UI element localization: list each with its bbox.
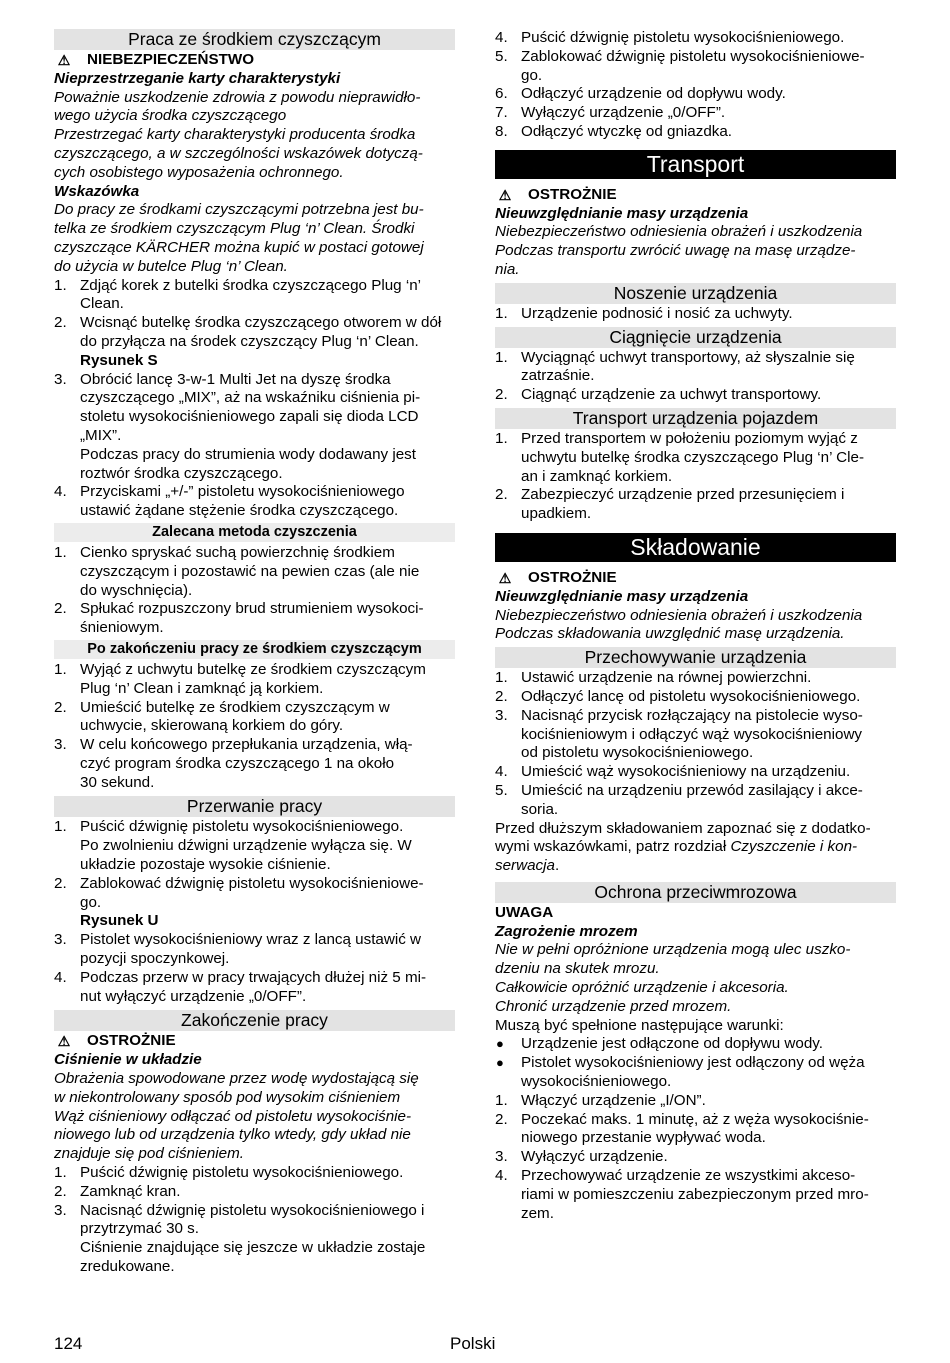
text-line: Obrócić lancę 3-w-1 Multi Jet na dyszę środka xyxy=(80,370,391,388)
text-line: an i zamknąć korkiem. xyxy=(521,467,673,485)
list-item xyxy=(54,1183,455,1202)
step-number: 1. xyxy=(495,304,508,322)
step-number: 8. xyxy=(495,122,508,140)
notice-title: Zagrożenie mrozem xyxy=(495,922,638,940)
step-number: 2. xyxy=(54,874,67,892)
page-number: 124 xyxy=(54,1334,83,1353)
text-line: ustawić żądane stężenie środka czyszczącego. xyxy=(80,502,399,520)
text-line: pozycji spoczynkowej. xyxy=(80,950,230,968)
warning-triangle-icon: ⚠ xyxy=(498,186,512,203)
text-line: Podczas składowania uwzględnić masę urządzenia. xyxy=(495,625,845,643)
list-item xyxy=(495,669,896,688)
text-line: Do pracy ze środkami czyszczącymi potrzebna jest bu- xyxy=(54,201,424,219)
list-item xyxy=(54,371,455,484)
notice-label: UWAGA xyxy=(495,903,554,921)
text-line: Pistolet wysokociśnieniowy wraz z lancą ustawić w xyxy=(80,931,421,949)
caution-notice xyxy=(495,186,896,205)
text-line: riami w pomieszczeniu zabezpieczonym przed mro- xyxy=(521,1185,869,1203)
warning-triangle-icon: ⚠ xyxy=(498,569,512,586)
text-line: czyszczącego, a w szczególności wskazówek dotyczą- xyxy=(54,144,423,162)
caution-notice xyxy=(495,569,896,588)
text-line: czyszczącego „MIX”, aż na wskaźniku ciśnienia pi- xyxy=(80,389,421,407)
text-line: Włączyć urządzenie „I/ON”. xyxy=(521,1091,706,1109)
text-line: Wyłączyć urządzenie „0/OFF”. xyxy=(521,104,726,122)
text-line: Niebezpieczeństwo odniesienia obrażeń i uszkodzenia xyxy=(495,606,863,624)
text-line: wego użycia środka czyszczącego xyxy=(54,107,287,125)
text-line: Zablokować dźwignię pistoletu wysokociśnieniowe- xyxy=(80,874,424,892)
step-number: 2. xyxy=(54,698,67,716)
list-item xyxy=(54,600,455,638)
text-line: Niebezpieczeństwo odniesienia obrażeń i uszkodzenia xyxy=(495,223,863,241)
text-line: Wyciągnąć uchwyt transportowy, aż słyszalnie się xyxy=(521,348,855,366)
list-item xyxy=(495,104,896,123)
text-line: stoletu wysokociśnieniowego zapali się dioda LCD xyxy=(80,408,419,426)
list-item xyxy=(495,1092,896,1111)
section-heading-keep: Przechowywanie urządzenia xyxy=(495,647,896,668)
list-item xyxy=(54,736,455,792)
step-number: 4. xyxy=(495,763,508,781)
text-line: Ciągnąć urządzenie za uchwyt transportowy. xyxy=(521,386,822,404)
step-number: 1. xyxy=(54,660,67,678)
text-line: układzie pozostaje wysokie ciśnienie. xyxy=(80,856,331,874)
text-line: Podczas przerw w pracy trwających dłużej niż 5 mi- xyxy=(80,968,427,986)
caution-label: OSTROŻNIE xyxy=(528,568,617,586)
text-line: Ustawić urządzenie na równej powierzchni. xyxy=(521,669,812,687)
text-line: Ciśnienie znajdujące się jeszcze w układzie zostaje xyxy=(80,1239,426,1257)
caution-notice xyxy=(54,1032,455,1051)
section-heading-vehicle: Transport urządzenia pojazdem xyxy=(495,408,896,429)
warning-triangle-icon: ⚠ xyxy=(57,52,71,68)
text-line: Nacisnąć dźwignię pistoletu wysokociśnieniowego i xyxy=(80,1201,425,1219)
step-number: 3. xyxy=(54,1201,67,1219)
storage-note xyxy=(495,820,896,876)
list-item xyxy=(495,688,896,707)
text-line: niowego lub od urządzenia tylko wtedy, gdy układ nie xyxy=(54,1126,411,1144)
section-heading-frost: Ochrona przeciwmrozowa xyxy=(495,882,896,903)
step-number: 2. xyxy=(495,486,508,504)
list-item xyxy=(54,931,455,969)
list-item xyxy=(495,486,896,524)
list-item xyxy=(54,818,455,874)
text-line: Zablokować dźwignię pistoletu wysokociśnieniowe- xyxy=(521,47,865,65)
text-line: Zdjąć korek z butelki środka czyszczącego Plug ‘n’ xyxy=(80,276,422,294)
caution-label: OSTROŻNIE xyxy=(87,1032,176,1050)
text-line: zredukowane. xyxy=(80,1258,175,1276)
text-line: cych osobistego wyposażenia ochronnego. xyxy=(54,163,344,181)
section-heading-cleaning-agent: Praca ze środkiem czyszczącym xyxy=(54,29,455,50)
text-line xyxy=(495,857,896,876)
text-line: dzeniu na skutek mrozu. xyxy=(495,960,660,978)
caution-text xyxy=(495,607,896,645)
text-line: soria. xyxy=(521,800,559,818)
danger-notice xyxy=(54,51,455,70)
caution-label: OSTROŻNIE xyxy=(528,185,617,203)
step-number: 7. xyxy=(495,104,508,122)
text-line: Urządzenie jest odłączone od dopływu wody. xyxy=(521,1035,823,1053)
text-line: od pistoletu wysokociśnieniowego. xyxy=(521,744,754,762)
text-line: Poważnie uszkodzenie zdrowia z powodu nieprawidło- xyxy=(54,88,421,106)
list-item xyxy=(495,782,896,820)
text-line: Cienko spryskać suchą powierzchnię środkiem xyxy=(80,543,395,561)
step-number: 2. xyxy=(495,1110,508,1128)
text-line: go. xyxy=(521,66,543,84)
text-line: Nacisnąć przycisk rozłączający na pistolecie wyso- xyxy=(521,706,863,724)
step-number: 4. xyxy=(54,968,67,986)
note-title: Wskazówka xyxy=(54,182,140,200)
figure-reference: Rysunek S xyxy=(80,351,158,369)
list-item xyxy=(54,875,455,931)
step-number: 1. xyxy=(54,1164,67,1182)
text-line: kociśnieniowym i odłączyć wąż wysokociśnieniowy xyxy=(521,725,862,743)
text-line: Umieścić wąż wysokociśnieniowy na urządzeniu. xyxy=(521,763,851,781)
list-item xyxy=(54,483,455,521)
subsection-heading-after: Po zakończeniu pracy ze środkiem czyszczącym xyxy=(54,640,455,659)
text-line: upadkiem. xyxy=(521,505,592,523)
chapter-heading-transport: Transport xyxy=(495,150,896,179)
text-line: do wyschnięcia). xyxy=(80,581,193,599)
text-line: przytrzymać 30 s. xyxy=(80,1220,199,1238)
text-line: niowego przestanie wypływać woda. xyxy=(521,1129,766,1147)
step-number: 4. xyxy=(54,483,67,501)
text-line: do przyłącza na środek czyszczący Plug ‘n’ Clean. xyxy=(80,332,419,350)
list-item xyxy=(495,707,896,763)
text-line: Zamknąć kran. xyxy=(80,1182,181,1200)
section-heading-carry: Noszenie urządzenia xyxy=(495,283,896,304)
step-number: 3. xyxy=(54,370,67,388)
step-number: 1. xyxy=(54,818,67,836)
text-line: Wyjąć z uchwytu butelkę ze środkiem czyszczącym xyxy=(80,660,426,678)
list-item xyxy=(495,29,896,48)
text-line: Chronić urządzenie przed mrozem. xyxy=(495,997,732,1015)
step-number: 1. xyxy=(54,276,67,294)
list-item xyxy=(54,661,455,699)
warning-triangle-icon: ⚠ xyxy=(57,1033,71,1050)
step-number: 4. xyxy=(495,29,508,46)
list-item xyxy=(495,763,896,782)
step-number: 3. xyxy=(54,736,67,754)
text-line: nia. xyxy=(495,260,520,278)
danger-text xyxy=(54,89,455,183)
text-line: Poczekać maks. 1 minutę, aż z węża wysokociśnie- xyxy=(521,1110,869,1128)
step-number: 2. xyxy=(54,600,67,618)
text-line: do użycia w butelce Plug ‘n’ Clean. xyxy=(54,257,288,275)
text-line: 30 sekund. xyxy=(80,773,155,791)
step-number: 2. xyxy=(54,314,67,332)
text-line: Całkowicie opróżnić urządzenie i akcesoria. xyxy=(495,979,789,997)
list-item xyxy=(495,349,896,387)
text-line: Podczas pracy do strumienia wody dodawany jest xyxy=(80,445,416,463)
step-number: 1. xyxy=(54,543,67,561)
text-line: w niekontrolowany sposób pod wysokim ciśnieniem xyxy=(54,1088,401,1106)
text-line: uchwycie, skierowaną korkiem do góry. xyxy=(80,717,344,735)
text-line: Wąż ciśnieniowy odłączać od pistoletu wysokociśnie- xyxy=(54,1107,412,1125)
conditions-intro: Muszą być spełnione następujące warunki: xyxy=(495,1016,784,1034)
chapter-reference: serwacja xyxy=(495,857,555,875)
text-line: Puścić dźwignię pistoletu wysokociśnieniowego. xyxy=(521,29,845,46)
step-number: 2. xyxy=(54,1182,67,1200)
list-item xyxy=(54,1164,455,1183)
text-line: Puścić dźwignię pistoletu wysokociśnieniowego. xyxy=(80,1164,404,1182)
text-line: Plug ‘n’ Clean i zamknąć ją korkiem. xyxy=(80,679,324,697)
step-number: 4. xyxy=(495,1167,508,1185)
text-line: Obrażenia spowodowane przez wodę wydostającą się xyxy=(54,1070,419,1088)
step-number: 3. xyxy=(495,1148,508,1166)
text-line: Po zwolnieniu dźwigni urządzenie wyłącza się. W xyxy=(80,837,412,855)
text-line: W celu końcowego przepłukania urządzenia, włą- xyxy=(80,736,413,754)
step-number: 6. xyxy=(495,85,508,103)
bullet-dot-icon: ● xyxy=(496,1036,504,1052)
step-number: 1. xyxy=(495,1091,508,1109)
bullet-dot-icon: ● xyxy=(496,1055,504,1071)
caution-title: Nieuwzględnianie masy urządzenia xyxy=(495,204,749,222)
caution-title: Ciśnienie w układzie xyxy=(54,1051,202,1069)
section-heading-pull: Ciągnięcie urządzenia xyxy=(495,327,896,348)
text-line: Spłukać rozpuszczony brud strumieniem wysokoci- xyxy=(80,600,424,618)
text-line: uchwytu butelkę środka czyszczącego Plug ‘n’ Cle- xyxy=(521,448,865,466)
text-line: Umieścić na urządzeniu przewód zasilający i akce- xyxy=(521,781,863,799)
caution-text xyxy=(495,223,896,279)
text-line: Wyłączyć urządzenie. xyxy=(521,1148,668,1166)
notice-text xyxy=(495,941,896,1016)
caution-text xyxy=(54,1070,455,1164)
left-column xyxy=(54,29,455,1277)
text-line: Umieścić butelkę ze środkiem czyszczącym w xyxy=(80,698,390,716)
step-number: 1. xyxy=(495,348,508,366)
text-line: czyć program środka czyszczącego 1 na około xyxy=(80,754,395,772)
section-heading-interrupt: Przerwanie pracy xyxy=(54,796,455,817)
text-line: Zabezpieczyć urządzenie przed przesunięciem i xyxy=(521,486,845,504)
step-number: 2. xyxy=(495,687,508,705)
text-line: czyszczącym i pozostawić na pewien czas (ale nie xyxy=(80,562,420,580)
list-item xyxy=(495,1167,896,1223)
text-fragment: . xyxy=(554,857,560,875)
text-line: śnieniowym. xyxy=(80,619,164,637)
list-item xyxy=(495,48,896,86)
text-line: Odłączyć wtyczkę od gniazdka. xyxy=(521,122,733,140)
caution-title: Nieuwzględnianie masy urządzenia xyxy=(495,587,749,605)
text-line: Odłączyć lancę od pistoletu wysokociśnieniowego. xyxy=(521,687,861,705)
subsection-heading-method: Zalecana metoda czyszczenia xyxy=(54,523,455,542)
figure-reference: Rysunek U xyxy=(80,912,159,930)
list-item xyxy=(495,386,896,405)
text-line: zem. xyxy=(521,1204,554,1222)
text-line: czyszczące KÄRCHER można kupić w postaci gotowej xyxy=(54,238,424,256)
text-fragment: wymi wskazówkami, patrz rozdział xyxy=(495,838,731,856)
text-line: zatrzaśnie. xyxy=(521,367,595,385)
text-line: Przed dłuższym składowaniem zapoznać się z dodatko- xyxy=(495,819,871,837)
danger-label: NIEBEZPIECZEŃSTWO xyxy=(87,51,255,68)
text-line: Wcisnąć butelkę środka czyszczącego otworem w dół xyxy=(80,314,442,332)
text-line: telka ze środkiem czyszczącym Plug ‘n’ Clean. Środki xyxy=(54,220,415,238)
step-number: 1. xyxy=(495,669,508,687)
step-number: 3. xyxy=(495,706,508,724)
step-number: 1. xyxy=(495,429,508,447)
list-item xyxy=(54,277,455,315)
text-line: Przed transportem w położeniu poziomym wyjąć z xyxy=(521,429,858,447)
text-line: Urządzenie podnosić i nosić za uchwyty. xyxy=(521,304,793,322)
list-item xyxy=(54,544,455,600)
text-line: Odłączyć urządzenie od dopływu wody. xyxy=(521,85,786,103)
text-line: znajduje się pod ciśnieniem. xyxy=(54,1145,244,1163)
text-line: Puścić dźwignię pistoletu wysokociśnieniowego. xyxy=(80,818,404,836)
text-line: Nie w pełni opróżnione urządzenia mogą ulec uszko- xyxy=(495,941,851,959)
step-number: 5. xyxy=(495,47,508,65)
list-item xyxy=(54,969,455,1007)
step-number: 5. xyxy=(495,781,508,799)
text-line: Przestrzegać karty charakterystyki producenta środka xyxy=(54,126,416,144)
text-line: Podczas transportu zwrócić uwagę na masę urządze- xyxy=(495,242,856,260)
text-line xyxy=(495,838,896,857)
list-item xyxy=(54,699,455,737)
right-column xyxy=(495,29,896,1223)
list-item xyxy=(495,1111,896,1149)
bullet-item xyxy=(495,1035,896,1054)
footer-language: Polski xyxy=(450,1334,496,1353)
text-line: Przechowywać urządzenie ze wszystkimi akceso- xyxy=(521,1167,856,1185)
step-number: 2. xyxy=(495,386,508,404)
danger-title: Nieprzestrzeganie karty charakterystyki xyxy=(54,69,341,87)
text-line: „MIX”. xyxy=(80,426,122,444)
text-line: nut wyłączyć urządzenie „0/OFF”. xyxy=(80,987,307,1005)
list-item xyxy=(54,314,455,370)
list-item xyxy=(54,1202,455,1277)
bullet-item xyxy=(495,1054,896,1092)
text-line: Clean. xyxy=(80,295,124,313)
list-item xyxy=(495,85,896,104)
list-item xyxy=(495,305,896,324)
chapter-heading-storage: Składowanie xyxy=(495,533,896,562)
text-line: wysokociśnieniowego. xyxy=(521,1073,672,1091)
section-heading-finish: Zakończenie pracy xyxy=(54,1010,455,1031)
text-line: roztwór środka czyszczącego. xyxy=(80,464,283,482)
list-item xyxy=(495,123,896,142)
text-line: go. xyxy=(80,893,102,911)
chapter-reference: Czyszczenie i kon- xyxy=(730,838,858,856)
list-item xyxy=(495,430,896,486)
note-text xyxy=(54,201,455,276)
text-line: Przyciskami „+/-” pistoletu wysokociśnieniowego xyxy=(80,483,405,501)
list-item xyxy=(495,1148,896,1167)
text-line: Pistolet wysokociśnieniowy jest odłączony od węża xyxy=(521,1054,865,1072)
step-number: 3. xyxy=(54,931,67,949)
